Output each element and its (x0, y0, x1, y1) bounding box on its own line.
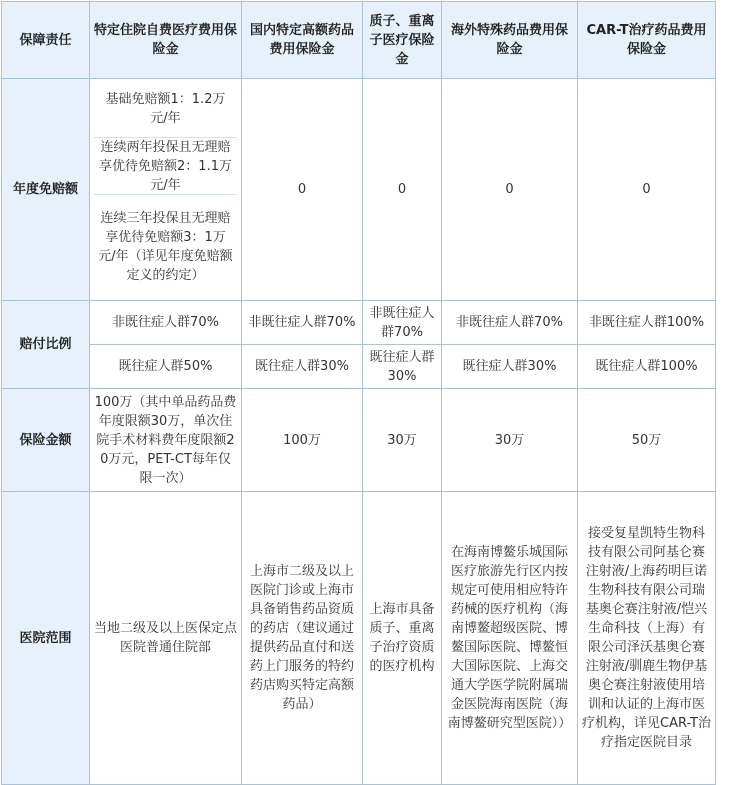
deductible-tier: 连续三年投保且无理赔享优待免赔额3：1万元/年（详见年度免赔额定义的约定） (98, 210, 233, 283)
table-cell: 30万 (442, 389, 578, 492)
ratio-row-2 (2, 345, 716, 389)
header-cell: 海外特殊药品费用保险金 (442, 2, 578, 79)
header-cell: 质子、重离子医疗保险金 (363, 2, 442, 79)
table-cell: 50万 (578, 389, 716, 492)
header-cell: 特定住院自费医疗费用保险金 (90, 2, 242, 79)
table-cell: 上海市二级及以上医院门诊或上海市具备销售药品资质的药店（建议通过提供药品直付和送药上门服务的特约药店购买特定高额药品） (242, 492, 363, 785)
table-cell: 0 (442, 79, 578, 301)
table-cell: 0 (242, 79, 363, 301)
row-label: 赔付比例 (2, 301, 90, 389)
coverage-table (1, 1, 716, 785)
table-cell: 上海市具备质子、重离子治疗资质的医疗机构 (363, 492, 442, 785)
table-cell: 非既往症人群100% (578, 301, 716, 345)
table-cell: 非既往症人群70% (442, 301, 578, 345)
hospital-row (2, 492, 716, 785)
table-cell: 既往症人群50% (90, 345, 242, 389)
deductible-detail-cell (90, 79, 242, 301)
header-cell: 保障责任 (2, 2, 90, 79)
table-cell: 在海南博鳌乐城国际医疗旅游先行区内按规定可使用相应特许药械的医疗机构（海南博鳌超级医院、博鳌国际医院、博鳌恒大国际医院、上海交通大学医学院附属瑞金医院海南医院（海南博鳌研究型医院）） (442, 492, 578, 785)
table-cell: 当地二级及以上医保定点医院普通住院部 (90, 492, 242, 785)
table-cell: 既往症人群30% (363, 345, 442, 389)
header-cell: 国内特定高额药品费用保险金 (242, 2, 363, 79)
table-cell: 非既往症人群70% (363, 301, 442, 345)
row-label: 年度免赔额 (2, 79, 90, 301)
table-cell: 既往症人群100% (578, 345, 716, 389)
deductible-row (2, 79, 716, 301)
ratio-row-1 (2, 301, 716, 345)
table-cell: 既往症人群30% (242, 345, 363, 389)
row-label: 保险金额 (2, 389, 90, 492)
table-cell: 非既往症人群70% (90, 301, 242, 345)
deductible-tier: 基础免赔额1：1.2万元/年 (94, 81, 237, 138)
table-cell: 非既往症人群70% (242, 301, 363, 345)
table-cell: 既往症人群30% (442, 345, 578, 389)
header-cell: CAR-T治疗药品费用保险金 (578, 2, 716, 79)
table-cell: 接受复星凯特生物科技有限公司阿基仑赛注射液/上海药明巨诺生物科技有限公司瑞基奥仑赛注射液/恺兴生命科技（上海）有限公司泽沃基奥仑赛注射液/驯鹿生物伊基奥仑赛注射液使用培训和认证的上海市医疗机构，详见CAR-T治疗指定医院目录 (578, 492, 716, 785)
deductible-tier: 连续两年投保且无理赔享优待免赔额2：1.1万元/年 (94, 138, 237, 195)
table-cell: 0 (578, 79, 716, 301)
table-cell: 100万 (242, 389, 363, 492)
table-cell: 30万 (363, 389, 442, 492)
table-cell: 100万（其中单品药品费年度限额30万，单次住院手术材料费年度限额20万元，PET-CT每年仅限一次） (90, 389, 242, 492)
row-label: 医院范围 (2, 492, 90, 785)
header-row (2, 2, 716, 79)
table-cell: 0 (363, 79, 442, 301)
amount-row (2, 389, 716, 492)
